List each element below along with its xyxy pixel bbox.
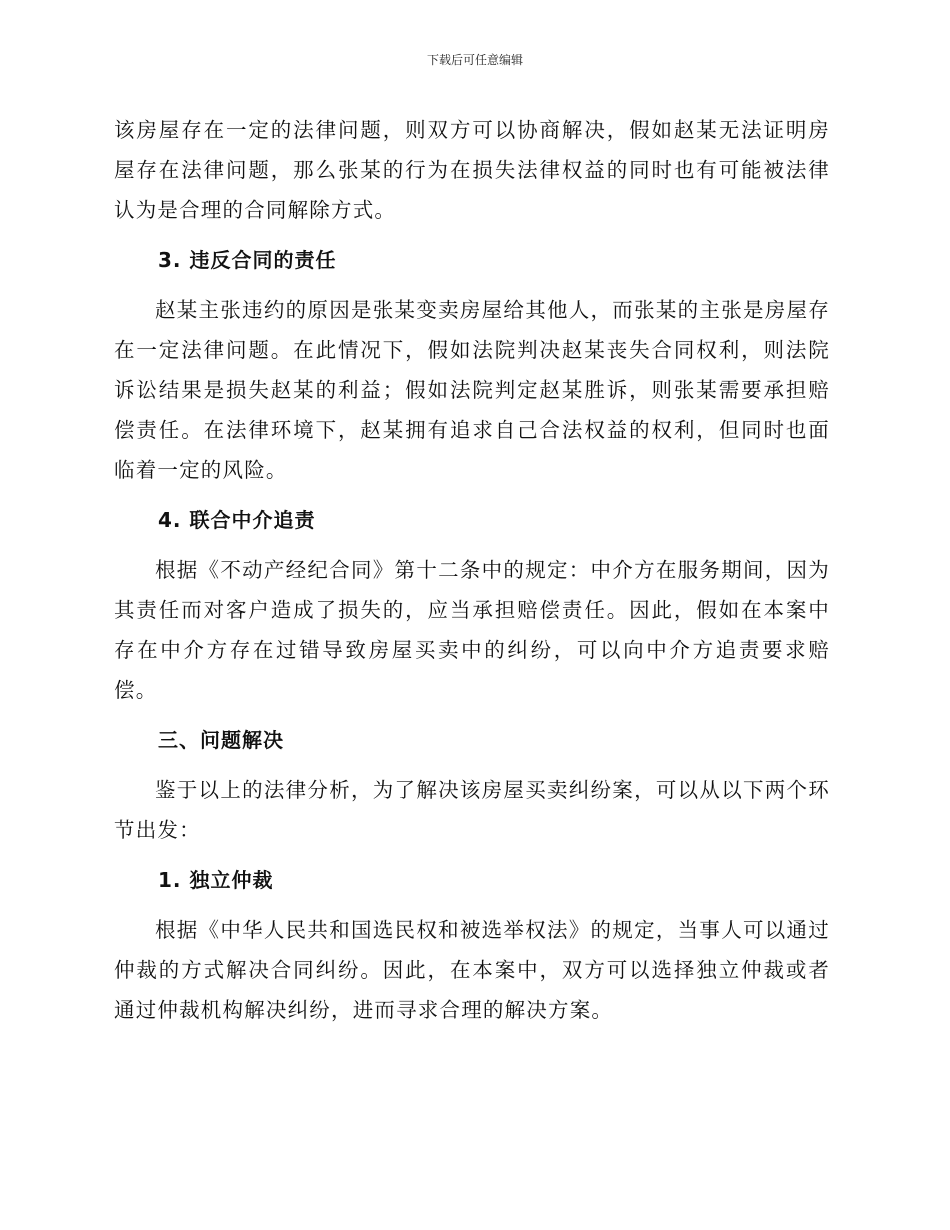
section-heading-arbitration: 1. 独立仲裁 (158, 868, 274, 892)
paragraph-contract-liability: 赵某主张违约的原因是张某变卖房屋给其他人，而张某的主张是房屋存在一定法律问题。在此情况下，假如法院判决赵某丧失合同权利，则法院诉讼结果是损失赵某的利益；假如法院判定赵某胜诉，则张某需要承担赔偿责任。在法律环境下，赵某拥有追求自己合法权益的权利，但同时也面临着一定的风险。 (114, 298, 830, 482)
paragraph-arbitration: 根据《中华人民共和国选民权和被选举权法》的规定，当事人可以通过仲裁的方式解决合同纠纷。因此，在本案中，双方可以选择独立仲裁或者通过仲裁机构解决纠纷，进而寻求合理的解决方案。 (114, 918, 830, 1022)
section-heading-agency-liability: 4. 联合中介追责 (158, 508, 316, 532)
paragraph-continued: 该房屋存在一定的法律问题，则双方可以协商解决，假如赵某无法证明房屋存在法律问题，那么张某的行为在损失法律权益的同时也有可能被法律认为是合理的合同解除方式。 (114, 118, 830, 222)
page-header: 下载后可任意编辑 (426, 53, 523, 67)
paragraph-problem-solving: 鉴于以上的法律分析，为了解决该房屋买卖纠纷案，可以从以下两个环节出发： (114, 778, 830, 842)
section-heading-contract-liability: 3. 违反合同的责任 (158, 248, 337, 272)
section-heading-problem-solving: 三、问题解决 (158, 728, 284, 752)
paragraph-agency-liability: 根据《不动产经纪合同》第十二条中的规定：中介方在服务期间，因为其责任而对客户造成了损失的，应当承担赔偿责任。因此，假如在本案中存在中介方存在过错导致房屋买卖中的纠纷，可以向中介方追责要求赔偿。 (114, 558, 830, 702)
document-body (114, 110, 830, 1030)
